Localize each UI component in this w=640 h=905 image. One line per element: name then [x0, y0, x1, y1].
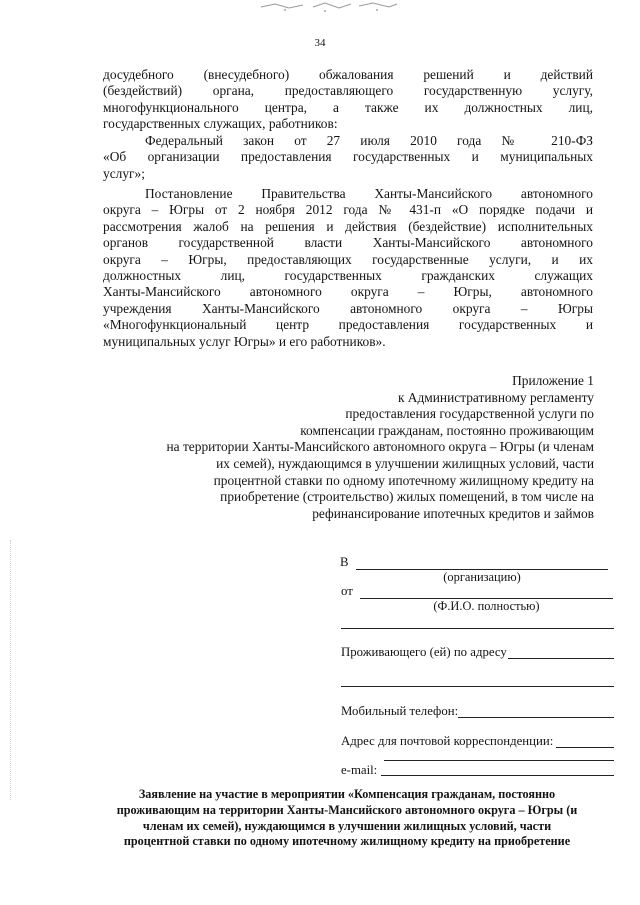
address-label: Проживающего (ей) по адресу	[341, 645, 507, 659]
statement-line: проживающим на территории Ханты-Мансийского автономного округа – Югры (и	[116, 802, 578, 817]
scan-artifact-mark	[255, 0, 405, 14]
postal-address-field[interactable]	[556, 747, 614, 748]
appendix-line: на территории Ханты-Мансийского автономного округа – Югры (и членам	[166, 439, 594, 455]
text-line: рассмотрения жалоб на решения и действия (бездействие) исполнительных	[103, 218, 593, 234]
appendix-line: к Административному регламенту	[397, 389, 594, 405]
appendix-line: предоставления государственной услуги по	[345, 406, 594, 422]
fio-field-line2[interactable]	[341, 628, 614, 629]
scan-margin-artifact	[10, 540, 13, 800]
address-field-line2[interactable]	[341, 686, 614, 687]
postal-address-label: Адрес для почтовой корреспонденции:	[341, 734, 554, 748]
text-line: округа – Югры, предоставляющих государственные услуги, и их	[103, 251, 593, 267]
fio-caption: (Ф.И.О. полностью)	[433, 599, 540, 613]
text-line: Постановление Правительства Ханты-Мансийского автономного	[145, 186, 593, 201]
phone-label: Мобильный телефон:	[341, 704, 459, 718]
text-line: «Многофункциональный центр предоставления государственных и	[103, 317, 593, 333]
text-line: услуг»;	[103, 165, 145, 181]
from-label: от	[341, 584, 353, 598]
organization-caption: (организацию)	[443, 570, 521, 584]
text-line: должностных лиц, государственных гражданских служащих	[103, 267, 593, 283]
appendix-line: рефинансирование ипотечных кредитов и займов	[312, 505, 594, 521]
text-line: государственных служащих, работников:	[103, 116, 338, 132]
address-field[interactable]	[508, 658, 614, 659]
text-line: (бездействий) органа, предоставляющего государственную услугу,	[103, 83, 593, 99]
paragraph-government-decree	[103, 186, 593, 350]
appendix-line: их семей), нуждающимся в улучшении жилищных условий, части	[216, 455, 594, 471]
to-label: В	[340, 555, 349, 569]
text-line: досудебного (внесудебного) обжалования решений и действий	[103, 67, 593, 82]
page-number: 34	[314, 37, 326, 49]
appendix-heading	[100, 373, 594, 522]
paragraph-federal-law	[103, 133, 593, 182]
statement-line: Заявление на участие в мероприятии «Компенсация гражданам, постоянно	[138, 787, 556, 801]
postal-address-field-line2[interactable]	[384, 760, 614, 761]
statement-title	[98, 787, 596, 850]
appendix-line: Приложение 1	[512, 373, 594, 388]
text-line: «Об организации предоставления государственных и муниципальных	[103, 149, 593, 165]
statement-line: процентной ставки по одному ипотечному жилищному кредиту на приобретение	[123, 834, 571, 849]
text-line: многофункционального центра, а также их должностных лиц,	[103, 99, 593, 115]
appendix-line: компенсации гражданам, постоянно проживающим	[300, 422, 594, 438]
appendix-line: процентной ставки по одному ипотечному жилищному кредиту на	[213, 472, 594, 488]
text-line: Федеральный закон от 27 июля 2010 года № 210-ФЗ	[145, 133, 593, 148]
appendix-line: приобретение (строительство) жилых помещений, в том числе на	[220, 489, 594, 505]
text-line: органов государственной власти Ханты-Мансийского автономного	[103, 235, 593, 251]
email-field[interactable]	[381, 775, 614, 776]
phone-field[interactable]	[458, 717, 614, 718]
paragraph-appeal-procedure	[103, 67, 593, 133]
statement-line: членам их семей), нуждающимся в улучшении жилищных условий, части	[142, 818, 552, 833]
text-line: Ханты-Мансийского автономного округа – Югры, автономного	[103, 284, 593, 300]
text-line: учреждения Ханты-Мансийского автономного округа – Югры	[103, 300, 593, 316]
text-line: округа – Югры от 2 ноября 2012 года № 431-п «О порядке подачи и	[103, 202, 593, 218]
text-line: муниципальных услуг Югры» и его работников».	[103, 333, 386, 349]
email-label: e-mail:	[341, 763, 378, 777]
